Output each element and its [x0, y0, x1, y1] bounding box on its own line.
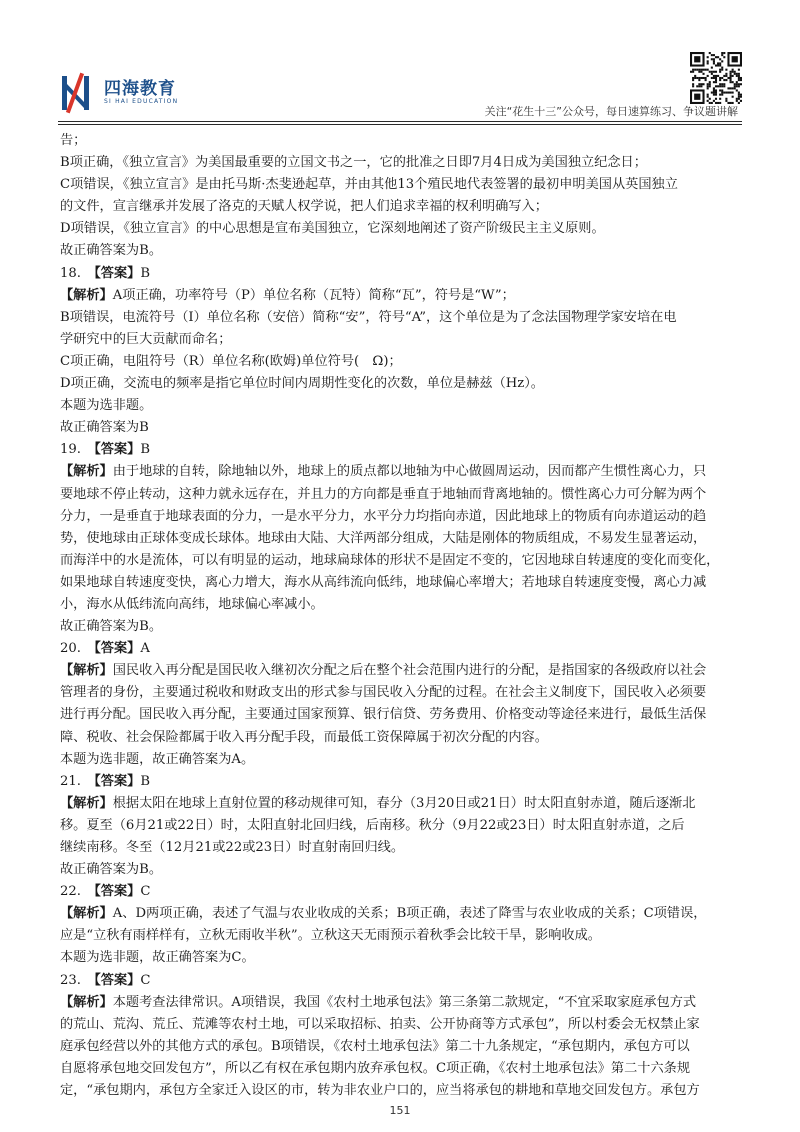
section-tag: 【答案】: [94, 641, 141, 657]
line-text: 分力，一是垂直于地球表面的分力，一是水平分力，水平分力均指向赤道，因此地球上的物质有向赤道运动的趋: [60, 508, 707, 524]
line-text: 故正确答案为B: [60, 420, 149, 436]
section-tag: 【答案】: [94, 265, 141, 281]
line-text: B项错误，电流符号（I）单位名称（安倍）简称“安”，符号“A”，这个单位是为了念法国物理学家安培在电: [60, 309, 677, 325]
text-line: [60, 925, 744, 947]
line-text: 移。夏至（6月21或22日）时，太阳直射北回归线，后南移。秋分（9月22或23日）时太阳直射赤道，之后: [60, 817, 685, 833]
line-text: 本题为选非题，故正确答案为C。: [60, 950, 255, 966]
line-text: C: [140, 972, 151, 988]
text-line: [60, 196, 744, 218]
text-line: [60, 881, 744, 903]
line-text: A、D两项正确，表述了气温与农业收成的关系；B项正确，表述了降雪与农业收成的关系；C项错误，: [112, 906, 707, 922]
header-divider: [58, 121, 742, 122]
line-text: 根据太阳在地球上直射位置的移动规律可知，春分（3月20日或21日）时太阳直射赤道，随后逐渐北: [112, 795, 696, 811]
text-line: [60, 1014, 744, 1036]
question-number: 23.: [60, 972, 95, 988]
line-text: 小，海水从低纬流向高纬，地球偏心率减小。: [60, 596, 324, 612]
text-line: [60, 704, 744, 726]
section-tag: 【答案】: [94, 442, 141, 458]
line-text: 自愿将承包地交回发包方”，所以乙有权在承包期内放弃承包权。C项正确，《农村土地承包法》第二十六条规: [60, 1060, 691, 1076]
line-text: 本题考查法律常识。A项错误，我国《农村土地承包法》第三条第二款规定，“不宜采取家庭承包方式: [112, 994, 697, 1010]
text-line: [60, 903, 744, 925]
text-line: [60, 240, 744, 262]
line-text: C项错误，《独立宣言》是由托马斯·杰斐逊起草，并由其他13个殖民地代表签署的最初申明美国从英国独立: [60, 177, 678, 193]
text-line: [60, 837, 744, 859]
text-line: [60, 439, 744, 461]
line-text: 庭承包经营以外的其他方式的承包。B项错误，《农村土地承包法》第二十九条规定，“承包期内，承包方可以: [60, 1038, 690, 1054]
line-text: 故正确答案为B。: [60, 619, 163, 635]
text-line: [60, 506, 744, 528]
line-text: 管理者的身份，主要通过税收和财政支出的形式参与国民收入分配的过程。在社会主义制度下，国民收入必须要: [60, 685, 707, 701]
line-text: D项错误，《独立宣言》的中心思想是宣布美国独立，它深刻地阐述了资产阶级民主主义原则。: [60, 221, 605, 237]
page-header: [0, 0, 800, 120]
question-number: 19.: [60, 442, 95, 458]
section-tag: 【解析】: [60, 464, 113, 480]
section-tag: 【答案】: [94, 972, 141, 988]
text-line: [60, 373, 744, 395]
text-line: [60, 616, 744, 638]
page-number: 151: [389, 1104, 411, 1117]
line-text: 要地球不停止转动，这种力就永远存在，并且力的方向都是垂直于地轴而背离地轴的。惯性离心力可分解为两个: [60, 486, 707, 502]
text-line: [60, 329, 744, 351]
header-slogan: 关注“花生十三”公众号，每日速算练习、争议题讲解: [484, 105, 738, 118]
line-text: 由于地球的自转，除地轴以外，地球上的质点都以地轴为中心做圆周运动，因而都产生惯性离心力，只: [112, 464, 707, 480]
logo-mark-icon: [60, 72, 96, 114]
section-tag: 【解析】: [60, 906, 113, 922]
text-line: [60, 815, 744, 837]
line-text: 障、税收、社会保险都属于收入再分配手段，而最低工资保障属于初次分配的内容。: [60, 729, 548, 745]
section-tag: 【解析】: [60, 795, 113, 811]
line-text: 告；: [60, 133, 87, 148]
text-line: [60, 218, 744, 240]
text-line: [60, 351, 744, 373]
question-number: 22.: [60, 884, 95, 900]
line-text: B: [140, 773, 151, 789]
text-line: [60, 594, 744, 616]
answer-explanation-body: [60, 130, 744, 1102]
text-line: [60, 174, 744, 196]
text-line: [60, 859, 744, 881]
line-text: 应是“立秋有雨样样有，立秋无雨收半秋”。立秋这天无雨预示着秋季会比较干旱，影响收成。: [60, 928, 601, 944]
text-line: [60, 550, 744, 572]
header-divider-thin: [58, 124, 742, 125]
logo-text: 四海教育: [104, 79, 176, 99]
line-text: A: [140, 641, 150, 657]
text-line: [60, 263, 744, 285]
question-number: 18.: [60, 265, 95, 281]
line-text: C项正确，电阻符号（R）单位名称(欧姆)单位符号( Ω)；: [60, 353, 402, 369]
line-text: 国民收入再分配是国民收入继初次分配之后在整个社会范围内进行的分配，是指国家的各级政府以社会: [112, 663, 707, 679]
line-text: 本题为选非题。: [60, 398, 153, 414]
line-text: 故正确答案为B。: [60, 862, 163, 878]
section-tag: 【答案】: [94, 884, 141, 900]
line-text: 进行再分配。国民收入再分配，主要通过国家预算、银行信贷、劳务费用、价格变动等途径来进行，最低生活保: [60, 707, 707, 723]
text-line: [60, 152, 744, 174]
text-line: [60, 572, 744, 594]
question-number: 20.: [60, 641, 95, 657]
text-line: [60, 1080, 744, 1102]
text-line: [60, 682, 744, 704]
line-text: A项正确，功率符号（P）单位名称（瓦特）简称“瓦”，符号是“W”；: [112, 287, 515, 303]
text-line: [60, 417, 744, 439]
text-line: [60, 793, 744, 815]
section-tag: 【答案】: [94, 773, 141, 789]
line-text: 而海洋中的水是流体，可以有明显的运动，地球扁球体的形状不是固定不变的，它因地球自转速度的变化而变化，: [60, 552, 720, 568]
text-line: [60, 638, 744, 660]
line-text: 故正确答案为B。: [60, 243, 163, 259]
text-line: [60, 461, 744, 483]
line-text: 学研究中的巨大贡献而命名；: [60, 331, 232, 347]
line-text: 如果地球自转速度变快，离心力增大，海水从高纬流向低纬，地球偏心率增大；若地球自转速度变慢，离心力减: [60, 574, 707, 590]
logo-subtext: SI HAI EDUCATION: [104, 98, 179, 105]
text-line: [60, 970, 744, 992]
text-line: [60, 660, 744, 682]
text-line: [60, 130, 744, 152]
text-line: [60, 727, 744, 749]
line-text: 的荒山、荒沟、荒丘、荒滩等农村土地，可以采取招标、拍卖、公开协商等方式承包”，所以村委会无权禁止家: [60, 1016, 700, 1032]
text-line: [60, 1036, 744, 1058]
line-text: C: [140, 884, 151, 900]
section-tag: 【解析】: [60, 287, 113, 303]
line-text: B: [140, 265, 151, 281]
line-text: D项正确，交流电的频率是指它单位时间内周期性变化的次数，单位是赫兹（Hz）。: [60, 376, 544, 392]
text-line: [60, 771, 744, 793]
line-text: 本题为选非题，故正确答案为A。: [60, 751, 255, 767]
text-line: [60, 528, 744, 550]
line-text: B项正确，《独立宣言》为美国最重要的立国文书之一，它的批准之日即7月4日成为美国独立纪念日；: [60, 155, 647, 171]
line-text: 定，“承包期内，承包方全家迁入设区的市，转为非农业户口的，应当将承包的耕地和草地交回发包方。承包方: [60, 1083, 700, 1099]
text-line: [60, 285, 744, 307]
line-text: 势，使地球由正球体变成长球体。地球由大陆、大洋两部分组成，大陆是刚体的物质组成，不易发生显著运动，: [60, 530, 707, 546]
line-text: 继续南移。冬至（12月21或22或23日）时直射南回归线。: [60, 840, 405, 855]
text-line: [60, 947, 744, 969]
brand-logo: [60, 72, 190, 116]
line-text: B: [140, 442, 151, 458]
question-number: 21.: [60, 773, 95, 789]
text-line: [60, 1058, 744, 1080]
line-text: 的文件，宣言继承并发展了洛克的天赋人权学说，把人们追求幸福的权利明确写入；: [60, 199, 548, 215]
text-line: [60, 484, 744, 506]
section-tag: 【解析】: [60, 994, 113, 1010]
text-line: [60, 395, 744, 417]
qr-code-icon[interactable]: [690, 52, 742, 104]
section-tag: 【解析】: [60, 663, 113, 679]
text-line: [60, 749, 744, 771]
text-line: [60, 307, 744, 329]
text-line: [60, 992, 744, 1014]
